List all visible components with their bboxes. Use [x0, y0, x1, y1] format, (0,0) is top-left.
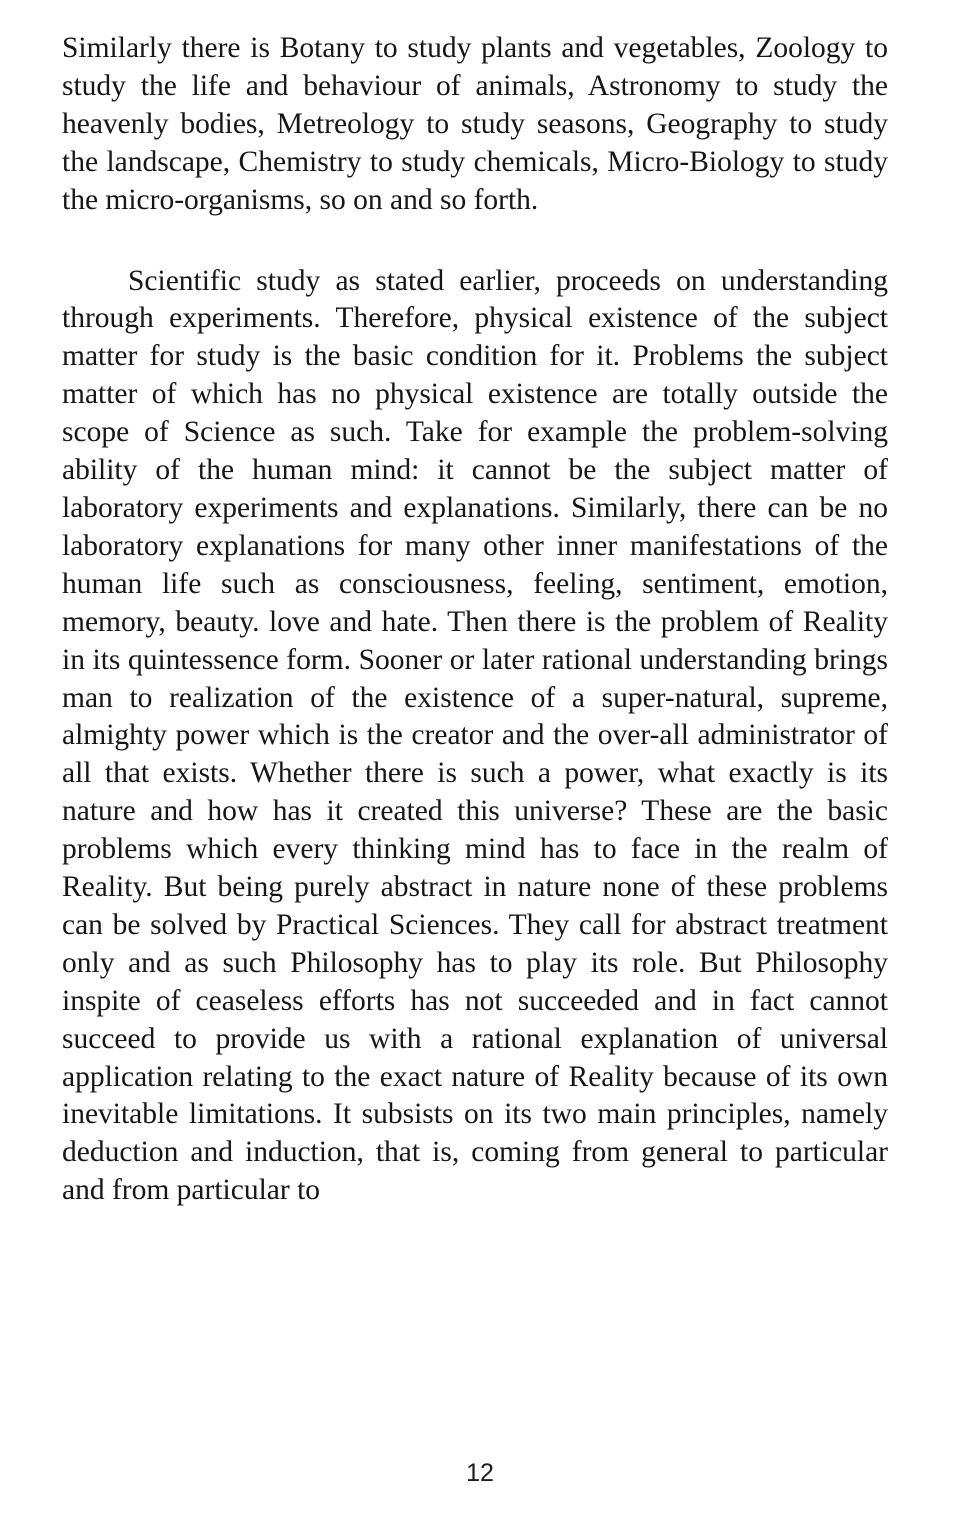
paragraph-scientific-study: Scientific study as stated earlier, proceeds on understanding through experiments. Therefore, physical existence of the subject matter for study is the basic condition for it. Problems the subject matter of which has no physical existence are totally outside the scope of Science as such. Take for example the problem-solving ability of the human mind: it cannot be the subject matter of laboratory experiments and explanations. Similarly, there can be no laboratory explanations for many other inner manifestations of the human life such as consciousness, feeling, sentiment, emotion, memory, beauty. love and hate. Then there is the problem of Reality in its quintessence form. Sooner or later rational understanding brings man to realization of the existence of a super-natural, supreme, almighty power which is the creator and the over-all administrator of all that exists. Whether there is such a power, what exactly is its nature and how has it created this universe? These are the basic problems which every thinking mind has to face in the realm of Reality. But being purely abstract in nature none of these problems can be solved by Practical Sciences. They call for abstract treatment only and as such Philosophy has to play its role. But Philosophy inspite of ceaseless efforts has not succeeded and in fact cannot succeed to provide us with a rational explanation of universal application relating to the exact nature of Reality because of its own inevitable limitations. It subsists on its two main principles, namely deduction and induction, that is, coming from general to particular and from particular to — [62, 264, 888, 1207]
paragraph-sciences-list: Similarly there is Botany to study plants and vegetables, Zoology to study the life and behaviour of animals, Astronomy to study the heavenly bodies, Metreology to study seasons, Geography to study the landscape, Chemistry to study chemicals, Micro-Biology to study the micro-organisms, so on and so forth. — [62, 32, 888, 216]
page-body — [62, 30, 888, 1210]
page-number: 12 — [466, 1459, 494, 1487]
